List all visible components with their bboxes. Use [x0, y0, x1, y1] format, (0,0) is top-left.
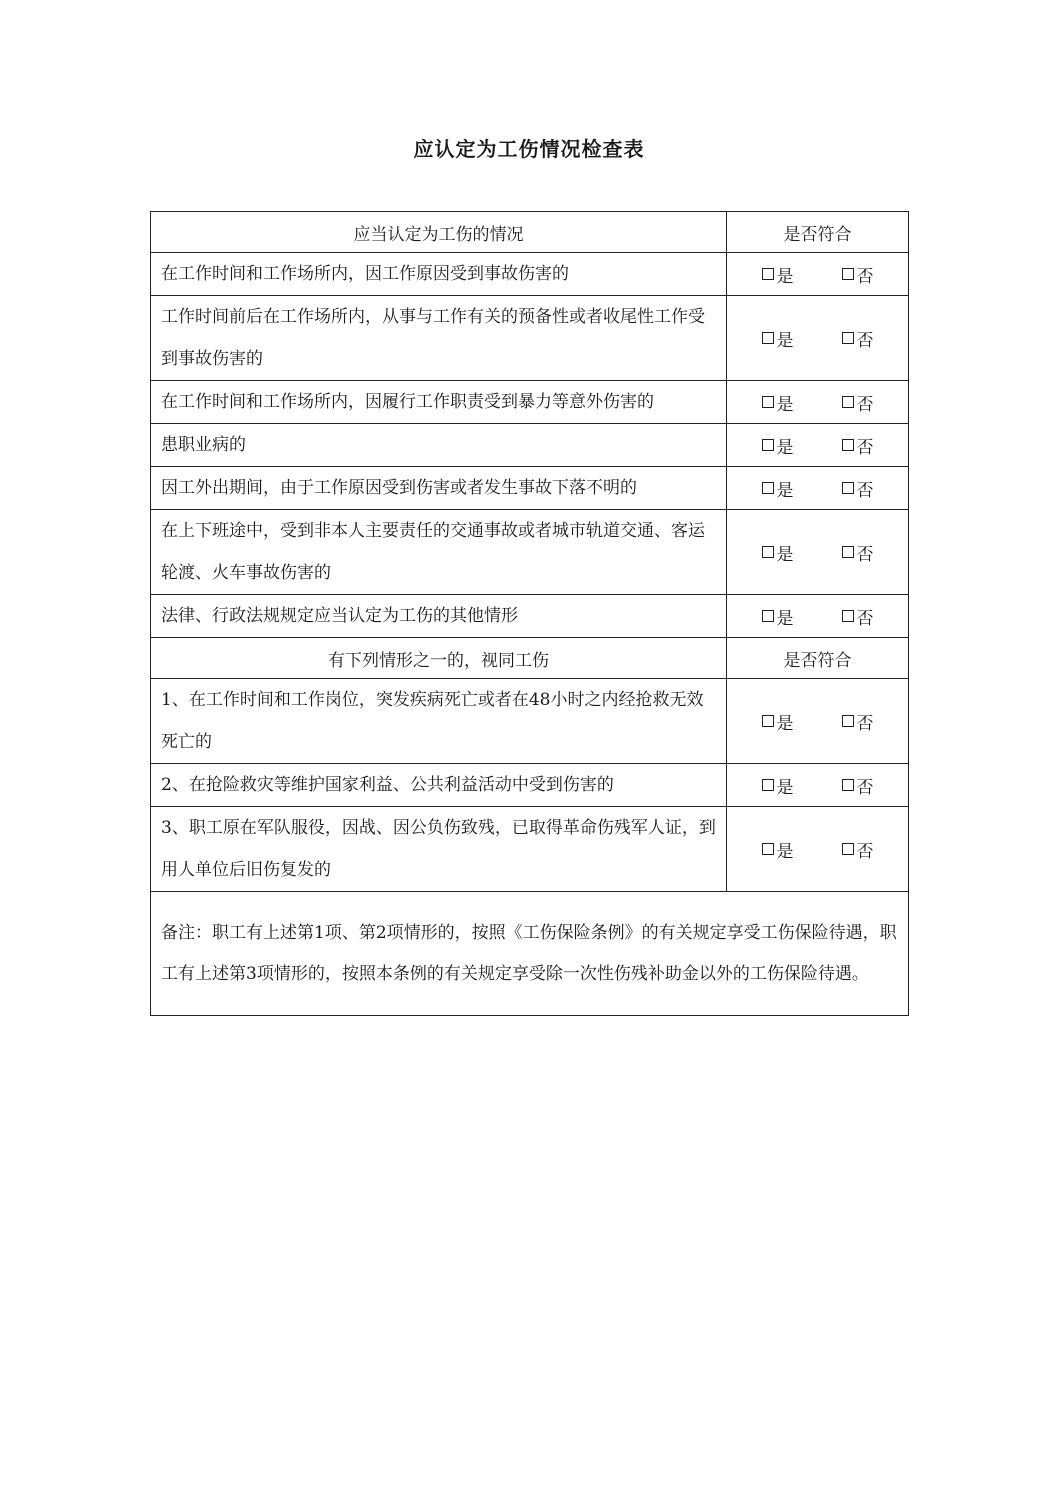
checkbox-icon[interactable]: [762, 779, 774, 791]
no-option[interactable]: [842, 262, 874, 287]
yes-option[interactable]: [762, 433, 794, 458]
table-row: [151, 764, 909, 807]
yes-label: 是: [776, 266, 794, 287]
checkbox-icon[interactable]: [842, 610, 854, 622]
no-label: 否: [856, 608, 874, 629]
item-text: 1、在工作时间和工作岗位，突发疾病死亡或者在48小时之内经抢救无效死亡的: [151, 679, 727, 764]
no-label: 否: [856, 544, 874, 565]
item-text: 因工外出期间，由于工作原因受到伤害或者发生事故下落不明的: [151, 467, 727, 510]
item-text: 在工作时间和工作场所内，因工作原因受到事故伤害的: [151, 253, 727, 296]
choice-cell: [727, 424, 909, 467]
section1-match-header: 是否符合: [727, 212, 909, 253]
checkbox-icon[interactable]: [762, 546, 774, 558]
choice-cell: [727, 381, 909, 424]
no-option[interactable]: [842, 390, 874, 415]
table-row: [151, 679, 909, 764]
yes-label: 是: [776, 330, 794, 351]
checkbox-icon[interactable]: [842, 715, 854, 727]
checkbox-icon[interactable]: [762, 268, 774, 280]
table-row: [151, 424, 909, 467]
checkbox-icon[interactable]: [762, 482, 774, 494]
checkbox-icon[interactable]: [842, 482, 854, 494]
no-option[interactable]: [842, 540, 874, 565]
yes-label: 是: [776, 480, 794, 501]
no-option[interactable]: [842, 604, 874, 629]
table-row: [151, 510, 909, 595]
checkbox-icon[interactable]: [842, 843, 854, 855]
no-label: 否: [856, 713, 874, 734]
section2-header: 有下列情形之一的，视同工伤: [151, 638, 727, 679]
yes-label: 是: [776, 544, 794, 565]
table-row: [151, 253, 909, 296]
choice-cell: [727, 253, 909, 296]
yes-label: 是: [776, 777, 794, 798]
checkbox-icon[interactable]: [762, 332, 774, 344]
item-text: 2、在抢险救灾等维护国家利益、公共利益活动中受到伤害的: [151, 764, 727, 807]
item-text: 在上下班途中，受到非本人主要责任的交通事故或者城市轨道交通、客运轮渡、火车事故伤害的: [151, 510, 727, 595]
choice-cell: [727, 467, 909, 510]
checkbox-icon[interactable]: [762, 610, 774, 622]
table-row: [151, 807, 909, 892]
section2-header-row: [151, 638, 909, 679]
table-row: [151, 467, 909, 510]
yes-option[interactable]: [762, 773, 794, 798]
item-text: 工作时间前后在工作场所内，从事与工作有关的预备性或者收尾性工作受到事故伤害的: [151, 296, 727, 381]
section1-header: 应当认定为工伤的情况: [151, 212, 727, 253]
no-label: 否: [856, 437, 874, 458]
no-option[interactable]: [842, 326, 874, 351]
no-label: 否: [856, 394, 874, 415]
yes-label: 是: [776, 841, 794, 862]
table-row: [151, 595, 909, 638]
yes-option[interactable]: [762, 709, 794, 734]
page-title: 应认定为工伤情况检查表: [413, 137, 645, 161]
checkbox-icon[interactable]: [762, 396, 774, 408]
yes-label: 是: [776, 437, 794, 458]
item-text: 患职业病的: [151, 424, 727, 467]
checkbox-icon[interactable]: [842, 779, 854, 791]
choice-cell: [727, 296, 909, 381]
choice-cell: [727, 807, 909, 892]
yes-option[interactable]: [762, 326, 794, 351]
no-label: 否: [856, 841, 874, 862]
choice-cell: [727, 679, 909, 764]
checkbox-icon[interactable]: [842, 546, 854, 558]
no-option[interactable]: [842, 773, 874, 798]
no-label: 否: [856, 777, 874, 798]
table-row: [151, 296, 909, 381]
yes-option[interactable]: [762, 540, 794, 565]
checkbox-icon[interactable]: [842, 396, 854, 408]
yes-option[interactable]: [762, 262, 794, 287]
checkbox-icon[interactable]: [842, 332, 854, 344]
item-text: 法律、行政法规规定应当认定为工伤的其他情形: [151, 595, 727, 638]
checkbox-icon[interactable]: [762, 843, 774, 855]
check-table: [150, 211, 909, 1016]
no-option[interactable]: [842, 837, 874, 862]
yes-option[interactable]: [762, 390, 794, 415]
no-option[interactable]: [842, 476, 874, 501]
no-label: 否: [856, 480, 874, 501]
no-option[interactable]: [842, 433, 874, 458]
checkbox-icon[interactable]: [842, 268, 854, 280]
no-option[interactable]: [842, 709, 874, 734]
yes-option[interactable]: [762, 837, 794, 862]
no-label: 否: [856, 266, 874, 287]
no-label: 否: [856, 330, 874, 351]
choice-cell: [727, 595, 909, 638]
yes-label: 是: [776, 394, 794, 415]
item-text: 在工作时间和工作场所内，因履行工作职责受到暴力等意外伤害的: [151, 381, 727, 424]
yes-option[interactable]: [762, 476, 794, 501]
checkbox-icon[interactable]: [762, 439, 774, 451]
section2-match-header: 是否符合: [727, 638, 909, 679]
item-text: 3、职工原在军队服役，因战、因公负伤致残，已取得革命伤残军人证，到用人单位后旧伤复发的: [151, 807, 727, 892]
section1-header-row: [151, 212, 909, 253]
checkbox-icon[interactable]: [762, 715, 774, 727]
table-row: [151, 381, 909, 424]
yes-label: 是: [776, 608, 794, 629]
yes-label: 是: [776, 713, 794, 734]
yes-option[interactable]: [762, 604, 794, 629]
note-text: 备注：职工有上述第1项、第2项情形的，按照《工伤保险条例》的有关规定享受工伤保险待遇，职工有上述第3项情形的，按照本条例的有关规定享受除一次性伤残补助金以外的工伤保险待遇。: [151, 892, 909, 1016]
choice-cell: [727, 764, 909, 807]
checkbox-icon[interactable]: [842, 439, 854, 451]
choice-cell: [727, 510, 909, 595]
note-row: [151, 892, 909, 1016]
